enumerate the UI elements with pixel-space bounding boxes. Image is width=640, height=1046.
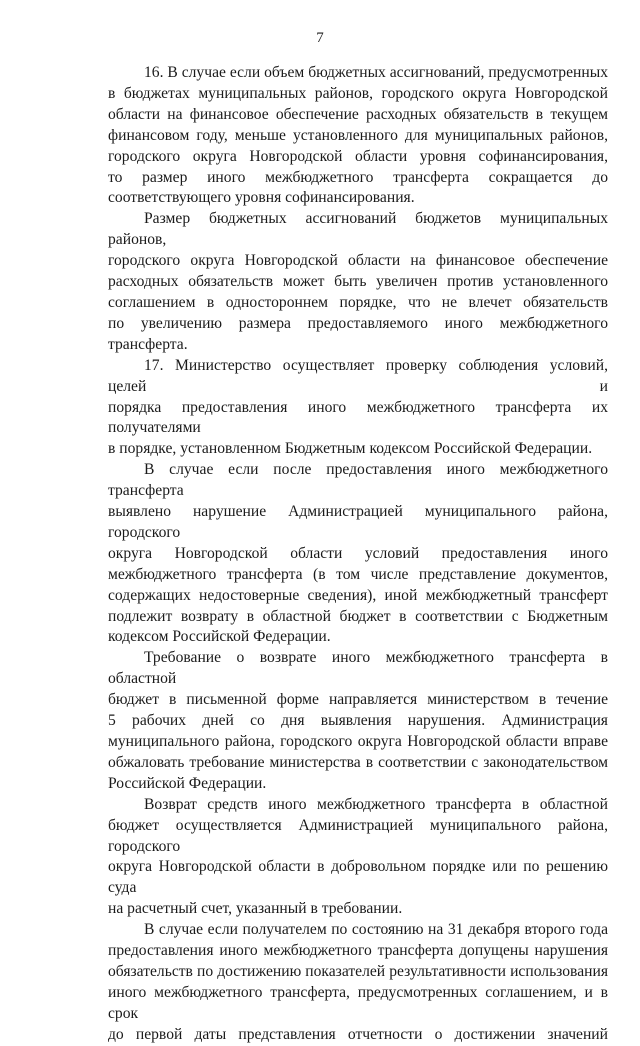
text-line: содержащих недостоверные сведения), иной межбюджетный трансферт [108,586,608,604]
text-line: Требование о возврате иного межбюджетного трансферта в областной [108,649,608,688]
paragraph-17-ministry-control [108,356,608,461]
text-line: Возврат средств иного межбюджетного трансферта в областной [144,795,608,813]
paragraph-december-31-violations [108,920,608,1045]
text-line: порядка предоставления иного межбюджетного трансферта их получателями [108,398,608,437]
document-body [108,63,608,1046]
paragraph-return-demand [108,648,608,794]
text-line: обжаловать требование министерства в соответствии с законодательством [108,753,608,771]
text-line: обязательств по достижению показателей результативности использования [108,962,608,980]
text-line: В случае если после предоставления иного межбюджетного трансферта [108,461,608,500]
text-line: то размер иного межбюджетного трансферта сокращается до [108,168,608,186]
text-line: в бюджетах муниципальных районов, городского округа Новгородской [108,84,608,102]
text-line: подлежит возврату в областной бюджет в соответствии с Бюджетным [108,607,608,625]
text-line: Российской Федерации. [108,774,267,792]
text-line: бюджет в письменной форме направляется министерством в течение [108,691,608,709]
text-line: кодексом Российской Федерации. [108,628,331,646]
text-line: межбюджетного трансферта (в том числе представление документов, [108,565,608,583]
text-line: 16. В случае если объем бюджетных ассигнований, предусмотренных [144,64,608,81]
text-line: соответствующего уровня софинансирования. [108,189,415,207]
paragraph-violation-return [108,460,608,648]
text-line: муниципального района, городского округа Новгородской области вправе [108,733,608,750]
text-line: бюджет осуществляется Администрацией муниципального района, городского [108,816,608,855]
text-line: выявлено нарушение Администрацией муниципального района, городского [108,503,608,541]
text-line: городского округа Новгородской области на финансовое обеспечение [108,252,608,270]
paragraph-funds-return [108,795,608,920]
text-line: области на финансовое обеспечение расходных обязательств в текущем [108,105,608,123]
text-line: соглашением в одностороннем порядке, что не влечет обязательств [108,293,608,311]
text-line: в порядке, установленном Бюджетным кодексом Российской Федерации. [108,440,593,458]
text-line: предоставления иного межбюджетного трансферта допущены нарушения [108,942,608,960]
text-line: иного межбюджетного трансферта, предусмотренных соглашением, и в срок [108,983,608,1022]
text-line: Размер бюджетных ассигнований бюджетов муниципальных районов, [108,210,608,249]
paragraph-allocation-increase [108,209,608,355]
page-number: 7 [316,30,324,46]
text-line: расходных обязательств может быть увеличен против установленного [108,273,608,291]
text-line: на расчетный счет, указанный в требовании. [108,900,403,918]
text-line: 17. Министерство осуществляет проверку соблюдения условий, целей и [108,356,608,395]
text-line: по увеличению размера предоставляемого иного межбюджетного [108,314,608,332]
text-line: трансферта. [108,335,188,353]
text-line: до первой даты представления отчетности о достижении значений [108,1025,608,1043]
text-line: финансовом году, меньше установленного для муниципальных районов, [108,126,608,144]
paragraph-16-budget-allocations [108,63,608,209]
text-line: городского округа Новгородской области уровня софинансирования, [108,147,608,165]
text-line: округа Новгородской области условий предоставления иного [108,544,608,562]
text-line: В случае если получателем по состоянию на 31 декабря второго года [144,921,608,939]
text-line: округа Новгородской области в добровольном порядке или по решению суда [108,858,608,897]
text-line: 5 рабочих дней со дня выявления нарушения. Администрация [108,712,608,730]
